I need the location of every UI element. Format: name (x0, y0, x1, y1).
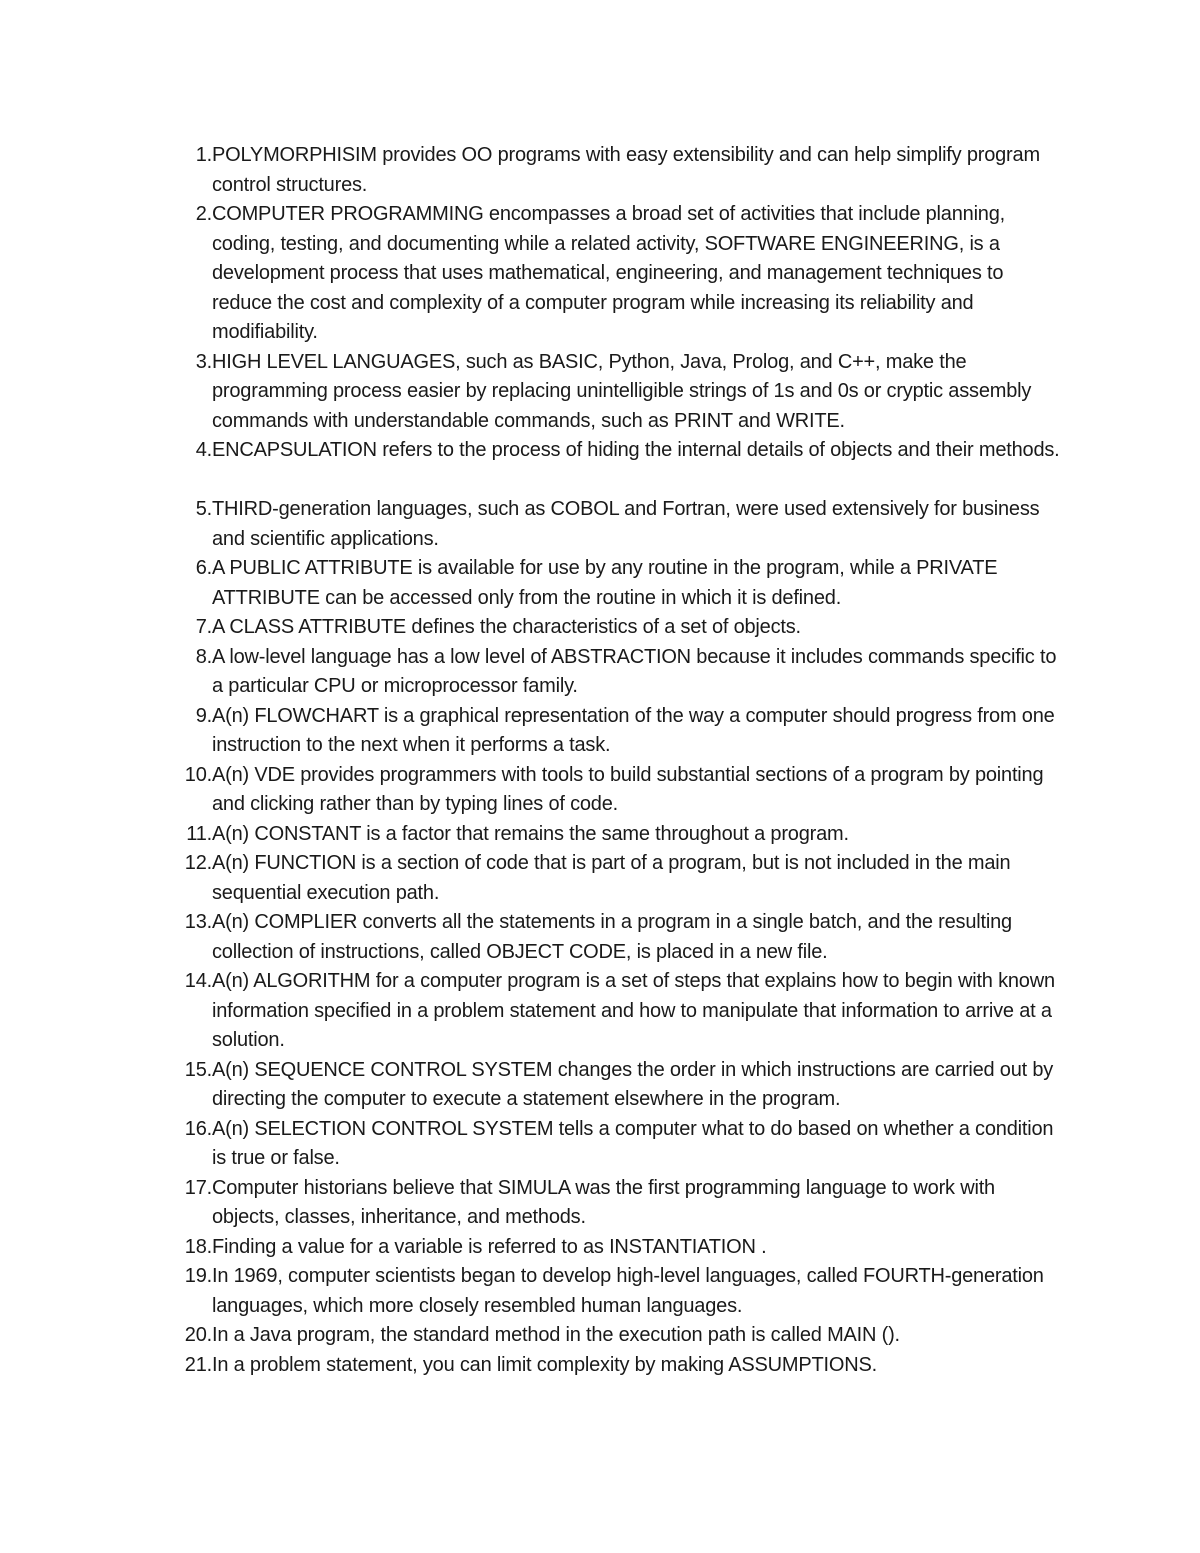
list-item-text: A(n) SELECTION CONTROL SYSTEM tells a computer what to do based on whether a condition is true or false. (212, 1117, 1054, 1169)
list-item-text: THIRD-generation languages, such as COBOL and Fortran, were used extensively for business and scientific applications. (212, 498, 1040, 550)
list-item-number: 3. (195, 350, 212, 373)
list-item-number: 5. (195, 498, 212, 520)
list-item-number: 1. (195, 144, 212, 166)
list-item-number: 20. (184, 1324, 212, 1346)
list-item-number: 7. (195, 616, 212, 638)
list-item-text: A(n) ALGORITHM for a computer program is a set of steps that explains how to begin with known information specified in a problem statement and how to manipulate that information to arrive at a solution. (212, 970, 1055, 1051)
list-item-text: A PUBLIC ATTRIBUTE is available for use by any routine in the program, while a PRIVATE ATTRIBUTE can be accessed only from the routine in which it is defined. (212, 557, 998, 609)
list-item-number: 2. (195, 203, 212, 225)
list-item-number: 4. (195, 439, 212, 461)
list-item (172, 495, 1072, 554)
list-item (172, 761, 1072, 820)
list-item-text: A(n) CONSTANT is a factor that remains the same throughout a program. (212, 822, 849, 845)
list-item (172, 348, 1072, 437)
list-item (172, 849, 1072, 908)
list-item (172, 554, 1072, 613)
list-item-number: 18. (184, 1235, 212, 1258)
list-item-text: HIGH LEVEL LANGUAGES, such as BASIC, Python, Java, Prolog, and C++, make the programming process easier by replacing unintelligible strings of 1s and 0s or cryptic assembly commands with understandable commands, such as PRINT and WRITE. (212, 350, 1032, 432)
list-item-number: 21. (184, 1353, 212, 1376)
list-item-number: 9. (195, 704, 212, 727)
list-item-text: A(n) COMPLIER converts all the statements in a program in a single batch, and the resulting collection of instructions, called OBJECT CODE, is placed in a new file. (212, 911, 1012, 963)
numbered-list (172, 141, 1072, 1380)
list-item-text: A(n) VDE provides programmers with tools to build substantial sections of a program by pointing and clicking rather than by typing lines of code. (212, 763, 1044, 815)
list-item-number: 17. (184, 1176, 212, 1199)
list-item (172, 1174, 1072, 1233)
list-item-text: A CLASS ATTRIBUTE defines the characteristics of a set of objects. (212, 616, 801, 638)
list-item-text: Finding a value for a variable is referred to as INSTANTIATION . (212, 1235, 767, 1258)
list-item-number: 13. (184, 911, 212, 933)
list-item (172, 643, 1072, 702)
list-item-number: 15. (184, 1058, 212, 1081)
list-item-number: 14. (184, 970, 212, 992)
list-item-number: 10. (184, 763, 212, 786)
list-item-text: In a Java program, the standard method in the execution path is called MAIN (). (212, 1324, 900, 1346)
list-item-number: 12. (184, 852, 212, 874)
list-item-number: 6. (195, 557, 212, 579)
list-item-number: 8. (195, 645, 212, 668)
list-item-text: A(n) FUNCTION is a section of code that is part of a program, but is not included in the main sequential execution path. (212, 852, 1011, 904)
list-item (172, 613, 1072, 643)
list-item-text: Computer historians believe that SIMULA was the first programming language to work with objects, classes, inheritance, and methods. (212, 1176, 995, 1228)
list-item-number: 16. (184, 1117, 212, 1140)
list-item (172, 436, 1072, 466)
list-item-text: A(n) FLOWCHART is a graphical representation of the way a computer should progress from one instruction to the next when it performs a task. (212, 704, 1055, 756)
list-item (172, 1262, 1072, 1321)
list-item (172, 200, 1072, 348)
list-item (172, 702, 1072, 761)
list-item-text: COMPUTER PROGRAMMING encompasses a broad set of activities that include planning, coding, testing, and documenting while a related activity, SOFTWARE ENGINEERING, is a development process that uses mathematical, engineering, and management techniques to reduce the cost and complexity of a computer program while increasing its reliability and modifiability. (212, 203, 1006, 343)
list-item (172, 1115, 1072, 1174)
list-item-text: ENCAPSULATION refers to the process of hiding the internal details of objects and their methods. (212, 439, 1060, 461)
list-item (172, 908, 1072, 967)
list-item-text: A low-level language has a low level of ABSTRACTION because it includes commands specific to a particular CPU or microprocessor family. (212, 645, 1057, 697)
list-item-text: In a problem statement, you can limit complexity by making ASSUMPTIONS. (212, 1353, 877, 1376)
list-item (172, 1233, 1072, 1263)
list-item (172, 1321, 1072, 1351)
list-item (172, 967, 1072, 1056)
list-item-text: In 1969, computer scientists began to develop high-level languages, called FOURTH-generation languages, which more closely resembled human languages. (212, 1265, 1044, 1317)
list-item-number: 11. (186, 822, 212, 845)
list-item-text: A(n) SEQUENCE CONTROL SYSTEM changes the order in which instructions are carried out by directing the computer to execute a statement elsewhere in the program. (212, 1058, 1054, 1110)
list-item-text: POLYMORPHISIM provides OO programs with easy extensibility and can help simplify program control structures. (212, 144, 1040, 196)
list-item-number: 19. (184, 1265, 212, 1287)
list-item (172, 1056, 1072, 1115)
list-item (172, 141, 1072, 200)
list-item (172, 1351, 1072, 1381)
list-item (172, 820, 1072, 850)
